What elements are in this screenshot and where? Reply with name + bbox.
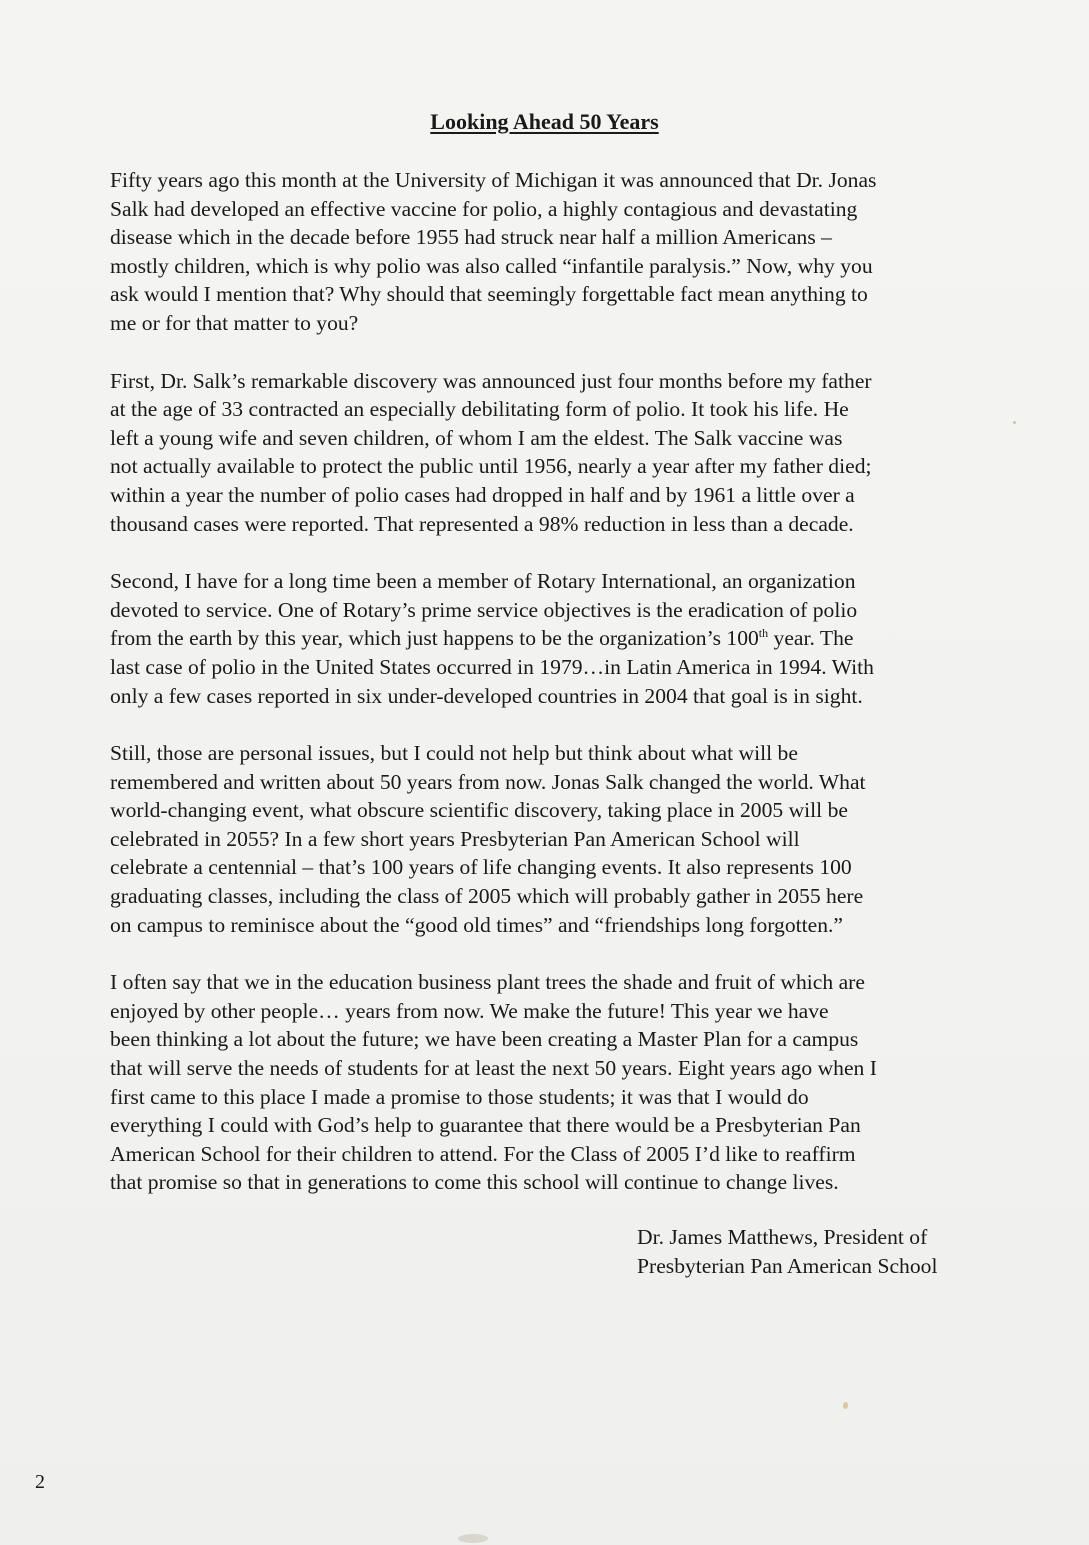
page-number: 2 [35, 1471, 45, 1493]
paragraph-3 [110, 567, 1020, 710]
paper-speck [843, 1402, 848, 1409]
text-line: Second, I have for a long time been a member of Rotary International, an organization [110, 569, 856, 594]
text-line: been thinking a lot about the future; we have been creating a Master Plan for a campus [110, 1027, 859, 1052]
text-line: First, Dr. Salk’s remarkable discovery was announced just four months before my father [110, 368, 872, 393]
letter-body [110, 166, 1020, 1226]
text-line: not actually available to protect the public until 1956, nearly a year after my father died; [110, 454, 872, 479]
text-line: Fifty years ago this month at the University of Michigan it was announced that Dr. Jonas [110, 168, 877, 192]
text-line: first came to this place I made a promise to those students; it was that I would do [110, 1084, 809, 1109]
text-line: everything I could with God’s help to guarantee that there would be a Presbyterian Pan [110, 1113, 861, 1138]
text-line: world-changing event, what obscure scientific discovery, taking place in 2005 will be [110, 798, 848, 823]
text-line: within a year the number of polio cases had dropped in half and by 1961 a little over a [110, 482, 855, 507]
signature-block [637, 1223, 937, 1281]
signature-organization: Presbyterian Pan American School [637, 1254, 938, 1278]
text-line: American School for their children to attend. For the Class of 2005 I’d like to reaffirm [110, 1141, 856, 1166]
text-line: at the age of 33 contracted an especially debilitating form of polio. It took his life. He [110, 397, 849, 422]
text-line: remembered and written about 50 years from now. Jonas Salk changed the world. What [110, 769, 866, 794]
text-line: me or for that matter to you? [110, 310, 359, 335]
text-line: ask would I mention that? Why should that seemingly forgettable fact mean anything to [110, 282, 868, 307]
text-line: mostly children, which is why polio was also called “infantile paralysis.” Now, why you [110, 253, 873, 278]
paragraph-2 [110, 367, 1020, 539]
text-line: celebrate a centennial – that’s 100 years of life changing events. It also represents 100 [110, 855, 852, 880]
paragraph-1 [110, 166, 1020, 338]
text-segment: from the earth by this year, which just happens to be the organization’s 100 [110, 626, 759, 651]
text-line: on campus to reminisce about the “good old times” and “friendships long forgotten.” [110, 912, 844, 937]
paper-speck [458, 1534, 488, 1543]
text-line: disease which in the decade before 1955 had struck near half a million Americans – [110, 225, 832, 250]
ordinal-superscript: th [758, 626, 769, 641]
text-line: that promise so that in generations to come this school will continue to change lives. [110, 1170, 839, 1195]
text-line: last case of polio in the United States occurred in 1979…in Latin America in 1994. With [110, 654, 874, 679]
text-line: Salk had developed an effective vaccine for polio, a highly contagious and devastating [110, 196, 858, 221]
signature-name: Dr. James Matthews, President of [637, 1225, 928, 1249]
text-line: graduating classes, including the class of 2005 which will probably gather in 2055 here [110, 884, 864, 909]
paper-speck [1013, 421, 1016, 424]
text-line: only a few cases reported in six under-developed countries in 2004 that goal is in sight. [110, 683, 863, 708]
text-line: thousand cases were reported. That represented a 98% reduction in less than a decade. [110, 511, 854, 536]
text-line: that will serve the needs of students for at least the next 50 years. Eight years ago when I [110, 1056, 877, 1081]
text-line: left a young wife and seven children, of whom I am the eldest. The Salk vaccine was [110, 425, 843, 450]
text-line-with-superscript [110, 624, 1020, 653]
text-line: enjoyed by other people… years from now. We make the future! This year we have [110, 998, 829, 1023]
text-line: I often say that we in the education business plant trees the shade and fruit of which are [110, 970, 865, 995]
page-title: Looking Ahead 50 Years [430, 109, 659, 134]
text-line: Still, those are personal issues, but I could not help but think about what will be [110, 741, 798, 766]
paragraph-4 [110, 739, 1020, 939]
text-line: devoted to service. One of Rotary’s prime service objectives is the eradication of polio [110, 597, 858, 622]
text-segment: year. The [768, 626, 854, 651]
paragraph-5 [110, 968, 1020, 1197]
text-line: celebrated in 2055? In a few short years Presbyterian Pan American School will [110, 826, 800, 851]
